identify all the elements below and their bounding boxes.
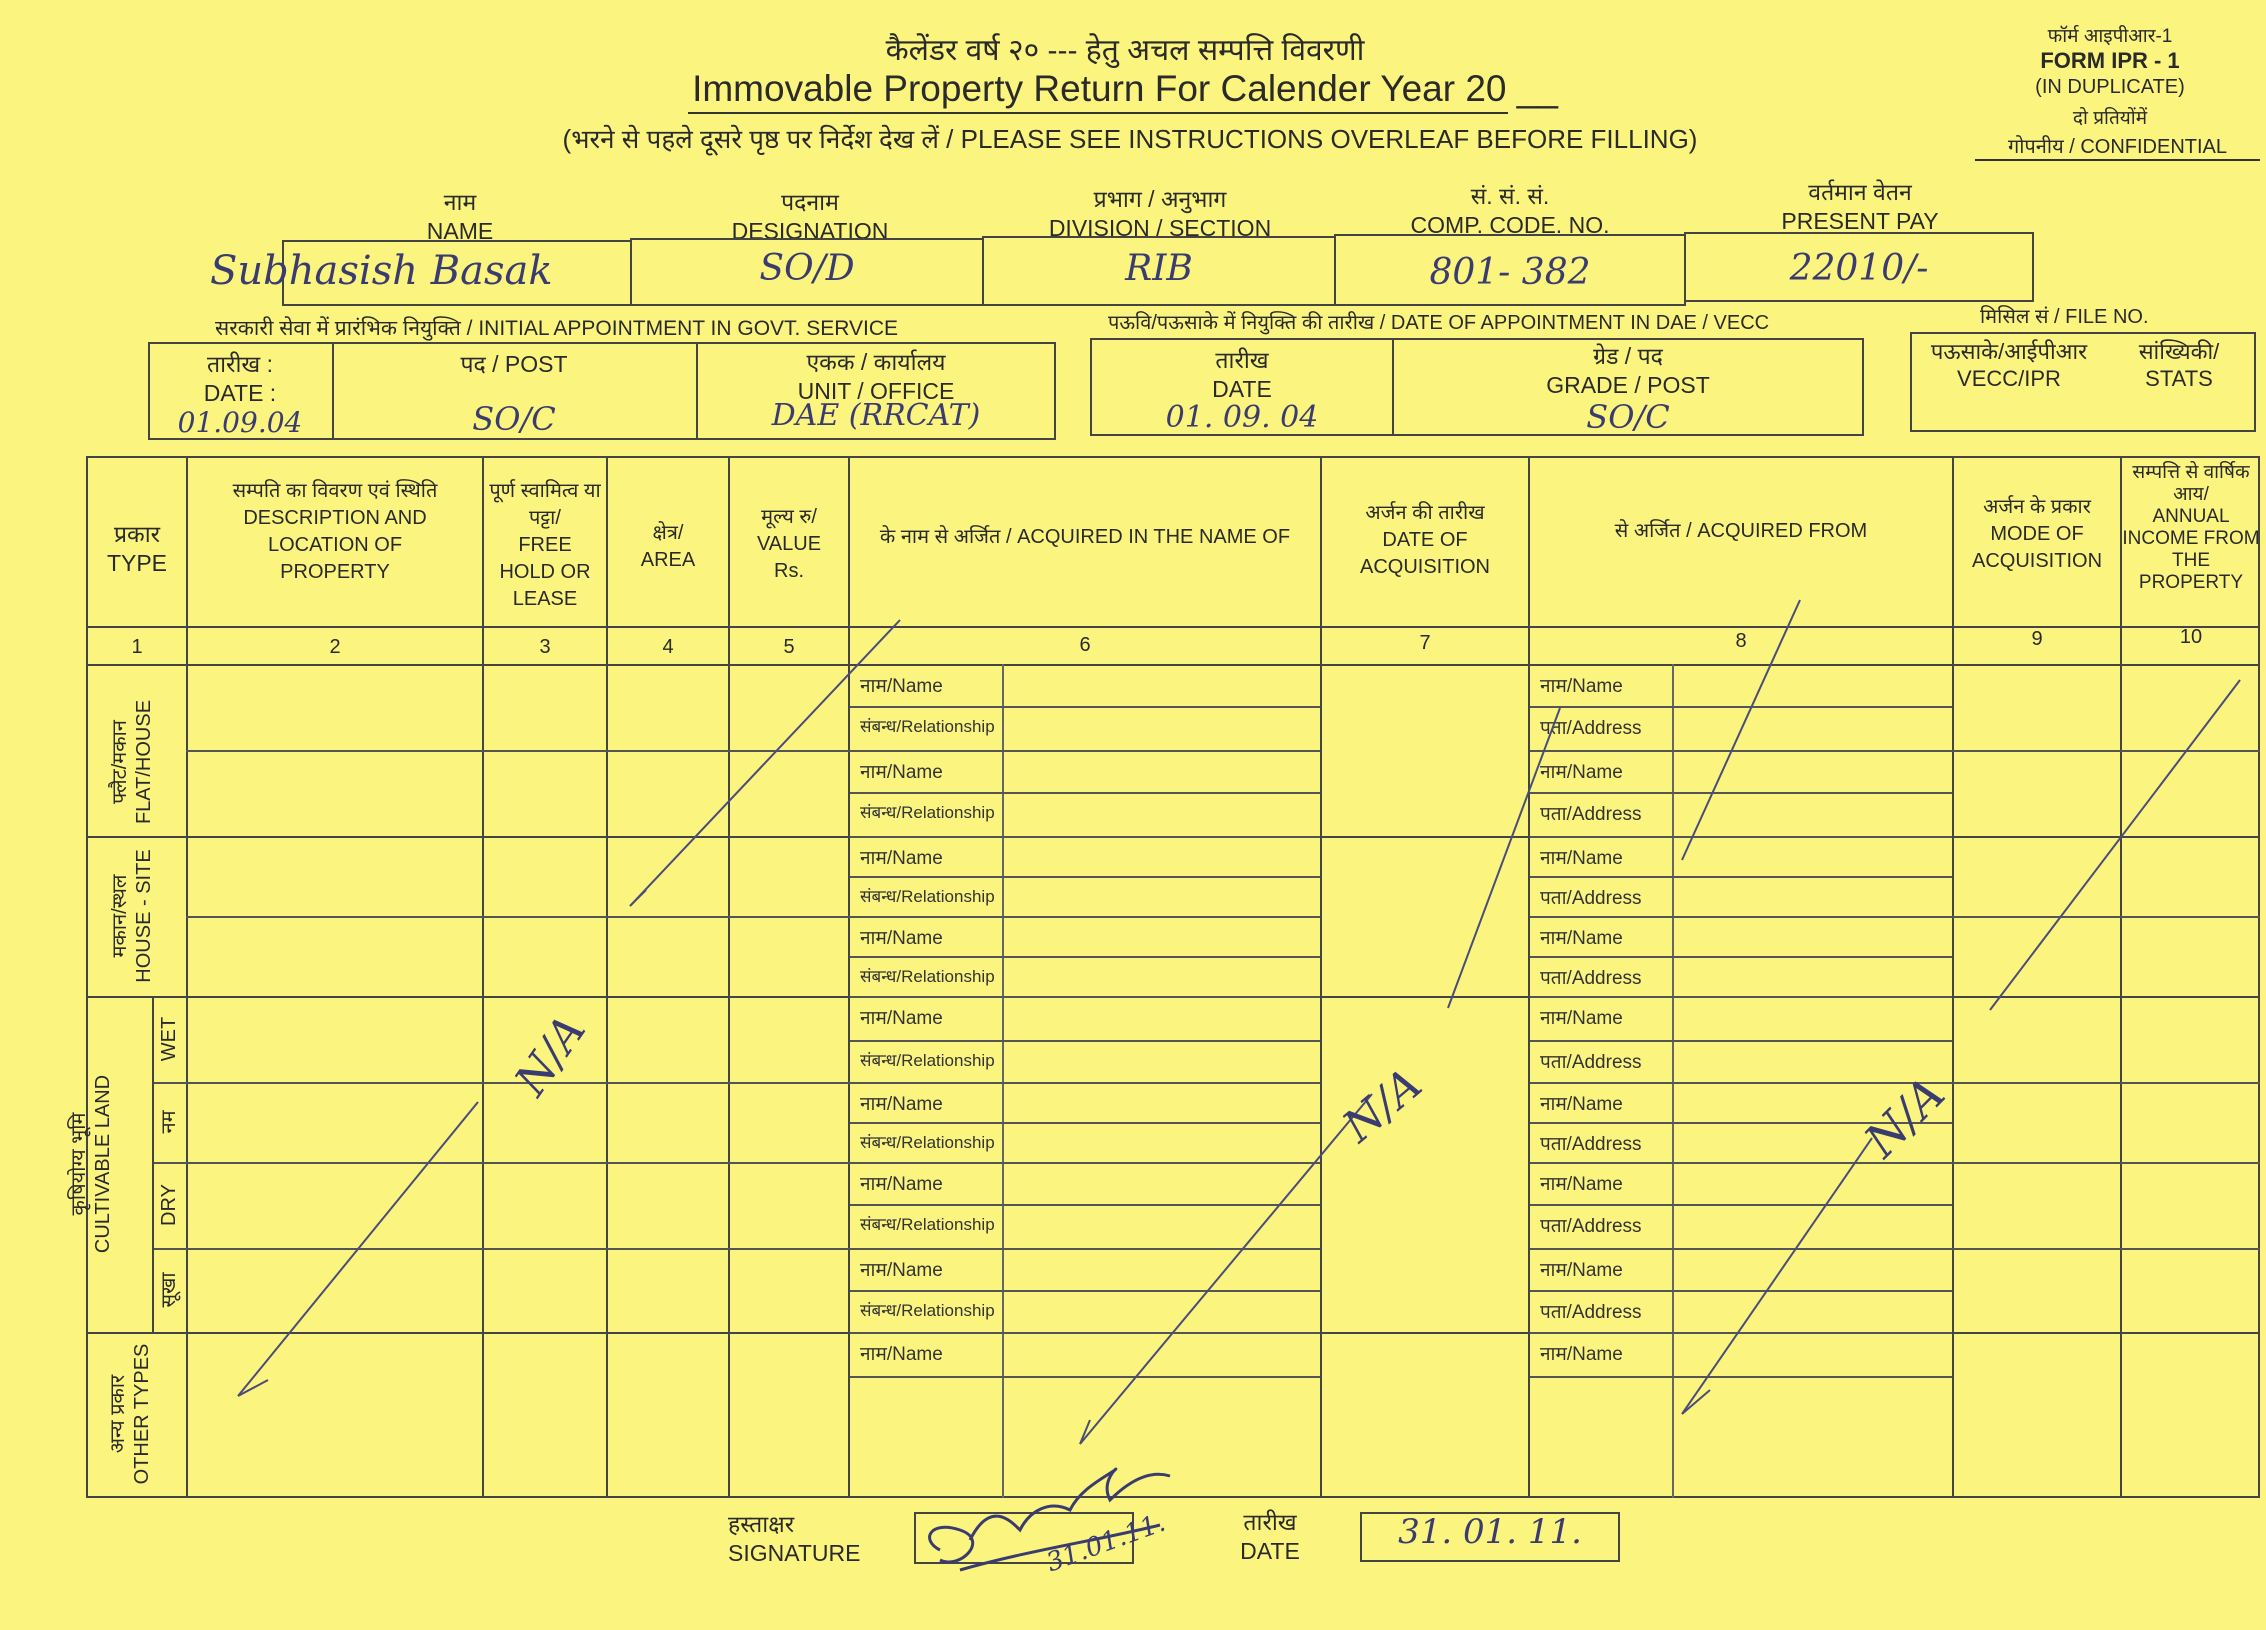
header-acquired-name: के नाम से अर्जित / ACQUIRED IN THE NAME OF (879, 526, 1291, 548)
designation-value: SO/D (759, 248, 855, 289)
acquired-in-relationship-label: संबन्ध/Relationship (860, 803, 995, 822)
form-code: FORM IPR - 1 (2040, 48, 2180, 73)
signature-date: 31.01.11. (1042, 1507, 1170, 1579)
file-no-label: मिसिल सं / FILE NO. (1980, 306, 2149, 328)
initial-appointment-label: सरकारी सेवा में प्रारंभिक नियुक्ति / INITIAL APPOINTMENT IN GOVT. SERVICE (215, 317, 899, 340)
land-dry: DRY (158, 1184, 180, 1226)
initial-post-label: पद / POST (460, 351, 568, 377)
na-mark-2: N/A (1333, 1058, 1432, 1153)
row-group-flat-house: फ्लैट/मकान FLAT/HOUSE (109, 699, 155, 825)
acquired-in-name-label: नाम/Name (860, 676, 943, 697)
instructions: (भरने से पहले दूसरे पृष्ठ पर निर्देश देख लें / PLEASE SEE INSTRUCTIONS OVERLEAF BEFORE FILLING) (562, 124, 1698, 154)
row-group-other: अन्य प्रकार OTHER TYPES (107, 1343, 153, 1485)
acquired-from-address-label: पता/Address (1540, 718, 1642, 739)
duplicate-label: (IN DUPLICATE) (2035, 76, 2185, 98)
designation-label: पदनाम DESIGNATION (731, 189, 889, 244)
grade-post-label: ग्रेड / पद GRADE / POST (1546, 343, 1710, 398)
col-num-1: 1 (131, 636, 143, 658)
acquired-in-relationship-label: संबन्ध/Relationship (860, 717, 995, 736)
acquired-from-name-label: नाम/Name (1540, 762, 1623, 783)
division-value: RIB (1125, 248, 1193, 289)
strike-line (238, 1102, 478, 1396)
grade-post-value[interactable]: SO/C (1586, 398, 1670, 436)
acquired-from-address-label: पता/Address (1540, 1052, 1642, 1073)
acquired-in-name-label: नाम/Name (860, 1008, 943, 1029)
na-mark-1: N/A (505, 1006, 596, 1105)
dae-date-label: तारीख DATE (1212, 347, 1272, 402)
title-english: Immovable Property Return For Calender Year 20 __ (692, 68, 1558, 109)
dae-date-value[interactable]: 01. 09. 04 (1165, 400, 1319, 435)
acquired-in-relationship-label: संबन्ध/Relationship (860, 967, 995, 986)
unit-office-value[interactable]: DAE (RRCAT) (771, 398, 981, 433)
acquired-from-name-label: नाम/Name (1540, 1174, 1623, 1195)
acquired-in-relationship-label: संबन्ध/Relationship (860, 1133, 995, 1152)
col-num-7: 7 (1419, 632, 1431, 654)
initial-date-label: तारीख : DATE : (203, 351, 277, 406)
date-value: 31. 01. 11. (1398, 1512, 1582, 1552)
col-num-8: 8 (1735, 630, 1747, 652)
duplicate-label-hi: दो प्रतियोंमें (2072, 108, 2148, 129)
acquired-from-address-label: पता/Address (1540, 1134, 1642, 1155)
col-num-5: 5 (783, 636, 795, 658)
comp-code-value: 801- 382 (1429, 252, 1591, 293)
acquired-from-address-label: पता/Address (1540, 888, 1642, 909)
acquired-from-name-label: नाम/Name (1540, 676, 1623, 697)
title-hindi: कैलेंडर वर्ष २० --- हेतु अचल सम्पत्ति विवरणी (885, 34, 1365, 67)
acquired-from-name-label: नाम/Name (1540, 848, 1623, 869)
acquired-in-name-label: नाम/Name (860, 848, 943, 869)
acquired-in-name-label: नाम/Name (860, 1094, 943, 1115)
acquired-from-name-label: नाम/Name (1540, 1008, 1623, 1029)
acquired-from-address-label: पता/Address (1540, 1302, 1642, 1323)
name-label: नाम NAME (426, 189, 494, 244)
division-label: प्रभाग / अनुभाग DIVISION / SECTION (1048, 186, 1272, 241)
acquired-in-relationship-label: संबन्ध/Relationship (860, 1051, 995, 1070)
col-num-10: 10 (2179, 626, 2203, 648)
acquired-from-address-label: पता/Address (1540, 968, 1642, 989)
col-num-6: 6 (1079, 634, 1091, 656)
header-value: मूल्य रु/ VALUE Rs. (756, 506, 822, 582)
header-freehold: पूर्ण स्वामित्व या पट्टा/ FREE HOLD OR LEASE (489, 480, 601, 610)
acquired-in-relationship-label: संबन्ध/Relationship (860, 1301, 995, 1320)
acquired-in-name-label: नाम/Name (860, 1344, 943, 1365)
strike-line (238, 1380, 268, 1396)
strike-line (1990, 680, 2240, 1010)
row-group-house-site: मकान/स्थल HOUSE - SITE (109, 849, 155, 983)
acquired-from-address-label: पता/Address (1540, 1216, 1642, 1237)
header-area: क्षेत्र/ AREA (640, 522, 696, 571)
initial-post-value[interactable]: SO/C (472, 400, 556, 438)
acquired-from-name-label: नाम/Name (1540, 928, 1623, 949)
acquired-in-name-label: नाम/Name (860, 928, 943, 949)
col-num-4: 4 (662, 636, 674, 658)
acquired-in-name-label: नाम/Name (860, 762, 943, 783)
header-description: सम्पति का विवरण एवं स्थिति DESCRIPTION AND LOCATION OF PROPERTY (232, 480, 438, 583)
acquired-in-name-label: नाम/Name (860, 1174, 943, 1195)
col-num-3: 3 (539, 636, 551, 658)
date-label: तारीख DATE (1240, 1509, 1300, 1564)
acquired-in-relationship-label: संबन्ध/Relationship (860, 887, 995, 906)
strike-line (630, 620, 900, 906)
acquired-from-name-label: नाम/Name (1540, 1260, 1623, 1281)
na-mark-3: N/A (1853, 1066, 1956, 1168)
acquired-from-name-label: नाम/Name (1540, 1344, 1623, 1365)
strike-line (630, 890, 646, 906)
col-num-2: 2 (329, 636, 341, 658)
acquired-from-address-label: पता/Address (1540, 804, 1642, 825)
dae-appointment-label: पऊवि/पऊसाके में नियुक्ति की तारीख / DATE OF APPOINTMENT IN DAE / VECC (1108, 312, 1770, 334)
land-sukha: सूखा (158, 1272, 180, 1308)
stats-label: सांख्यिकी/ STATS (2138, 339, 2220, 391)
header-date-acquisition: अर्जन की तारीख DATE OF ACQUISITION (1359, 502, 1490, 578)
initial-date-value[interactable]: 01.09.04 (177, 406, 303, 439)
header-acquired-from: से अर्जित / ACQUIRED FROM (1614, 520, 1868, 542)
form-code-hi: फॉर्म आइपीआर-1 (2047, 26, 2173, 47)
header-income: सम्पत्ति से वार्षिक आय/ ANNUAL INCOME FROM THE PROPERTY (2122, 462, 2260, 593)
strike-line (1448, 708, 1560, 1008)
col-num-9: 9 (2031, 628, 2043, 650)
acquired-in-name-label: नाम/Name (860, 1260, 943, 1281)
strike-line (1080, 1094, 1372, 1444)
signature-label: हस्ताक्षर SIGNATURE (728, 1511, 861, 1566)
comp-code-label: सं. सं. सं. COMP. CODE. NO. (1410, 183, 1610, 238)
acquired-in-relationship-label: संबन्ध/Relationship (860, 1215, 995, 1234)
row-group-cultivable: कृषियोग्य भूमि CULTIVABLE LAND (68, 1074, 114, 1254)
header-type: प्रकार TYPE (106, 521, 168, 576)
land-nam: नम (158, 1110, 180, 1134)
land-wet: WET (158, 1016, 180, 1062)
strike-line (1682, 1138, 1872, 1414)
present-pay-value: 22010/- (1789, 248, 1929, 289)
strike-line (1682, 600, 1800, 860)
header-mode: अर्जन के प्रकार MODE OF ACQUISITION (1972, 496, 2103, 572)
name-value: Subhasish Basak (210, 248, 553, 294)
present-pay-label: वर्तमान वेतन PRESENT PAY (1781, 179, 1939, 234)
acquired-from-name-label: नाम/Name (1540, 1094, 1623, 1115)
vecc-ipr-label: पऊसाके/आईपीआर VECC/IPR (1930, 339, 2088, 391)
unit-office-label: एकक / कार्यालय UNIT / OFFICE (797, 349, 955, 404)
confidential-label: गोपनीय / CONFIDENTIAL (1975, 132, 2260, 161)
